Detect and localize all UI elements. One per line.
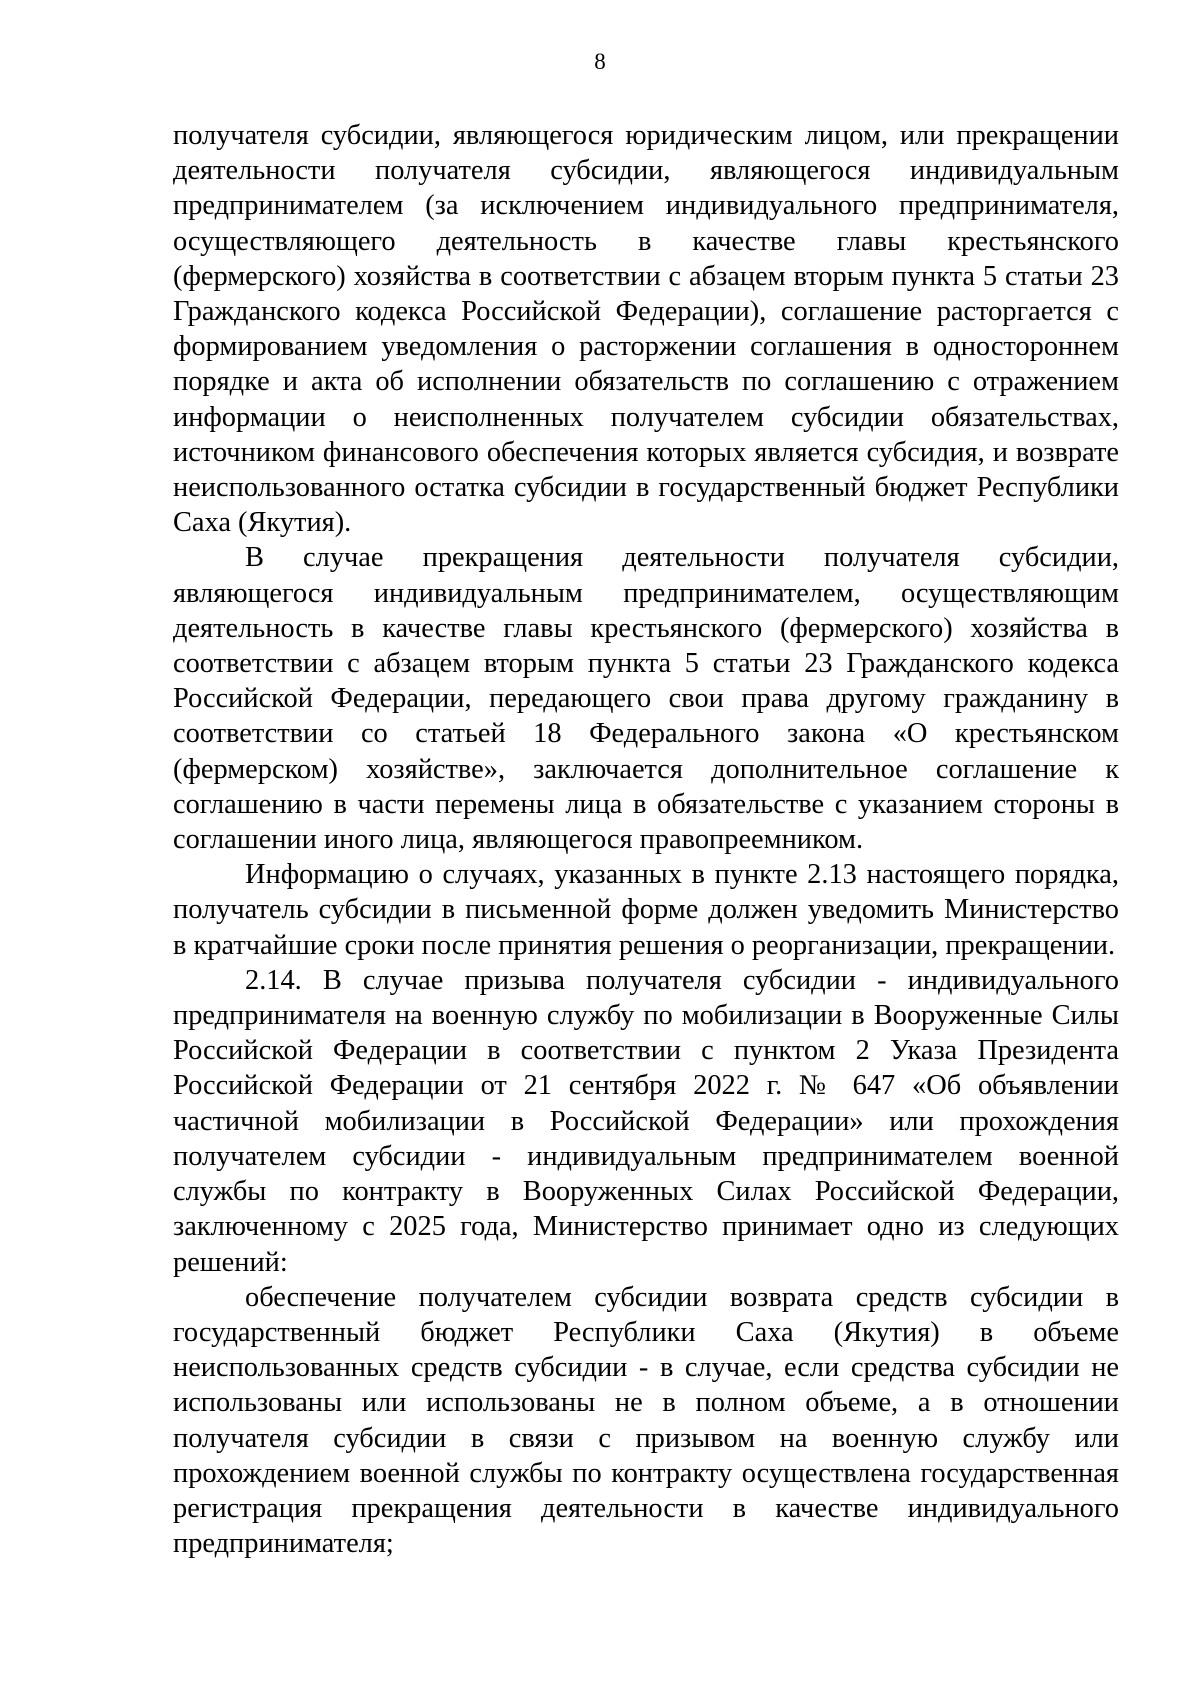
paragraph: В случае прекращения деятельности получателя субсидии, являющегося индивидуальным предпринимателем, осуществляющим деятельность в качестве главы крестьянского (фермерского) хозяйства в соответствии с абзацем вторым пункта 5 статьи 23 Гражданского кодекса Российской Федерации, передающего свои права другому гражданину в соответствии со статьей 18 Федерального закона «О крестьянском (фермерском) хозяйстве», заключается дополнительное соглашение к соглашению в части перемены лица в обязательстве с указанием стороны в соглашении иного лица, являющегося правопреемником. — [173, 542, 1119, 856]
page-number: 8 — [594, 49, 606, 74]
paragraph: обеспечение получателем субсидии возврата средств субсидии в государственный бюджет Республики Саха (Якутия) в объеме неиспользованных средств субсидии - в случае, если средства субсидии не использованы или использованы не в полном объеме, а в отношении получателя субсидии в связи с призывом на военную службу или прохождением военной службы по контракту осуществлена государственная регистрация прекращения деятельности в качестве индивидуального предпринимателя; — [173, 1281, 1119, 1560]
paragraph: Информацию о случаях, указанных в пункте 2.13 настоящего порядка, получатель субсидии в письменной форме должен уведомить Министерство в кратчайшие сроки после принятия решения о реорганизации, прекращении. — [173, 859, 1119, 961]
paragraph: 2.14. В случае призыва получателя субсидии - индивидуального предпринимателя на военную службу по мобилизации в Вооруженные Силы Российской Федерации в соответствии с пунктом 2 Указа Президента Российской Федерации от 21 сентября 2022 г. № 647 «Об объявлении частичной мобилизации в Российской Федерации» или прохождения получателем субсидии - индивидуальным предпринимателем военной службы по контракту в Вооруженных Силах Российской Федерации, заключенному с 2025 года, Министерство принимает одно из следующих решений: — [173, 964, 1119, 1278]
paragraph: получателя субсидии, являющегося юридическим лицом, или прекращении деятельности получателя субсидии, являющегося индивидуальным предпринимателем (за исключением индивидуального предпринимателя, осуществляющего деятельность в качестве главы крестьянского (фермерского) хозяйства в соответствии с абзацем вторым пункта 5 статьи 23 Гражданского кодекса Российской Федерации), соглашение расторгается с формированием уведомления о расторжении соглашения в одностороннем порядке и акта об исполнении обязательств по соглашению с отражением информации о неисполненных получателем субсидии обязательствах, источником финансового обеспечения которых является субсидия, и возврате неиспользованного остатка субсидии в государственный бюджет Республики Саха (Якутия). — [173, 120, 1119, 539]
document-body — [173, 118, 1119, 1561]
